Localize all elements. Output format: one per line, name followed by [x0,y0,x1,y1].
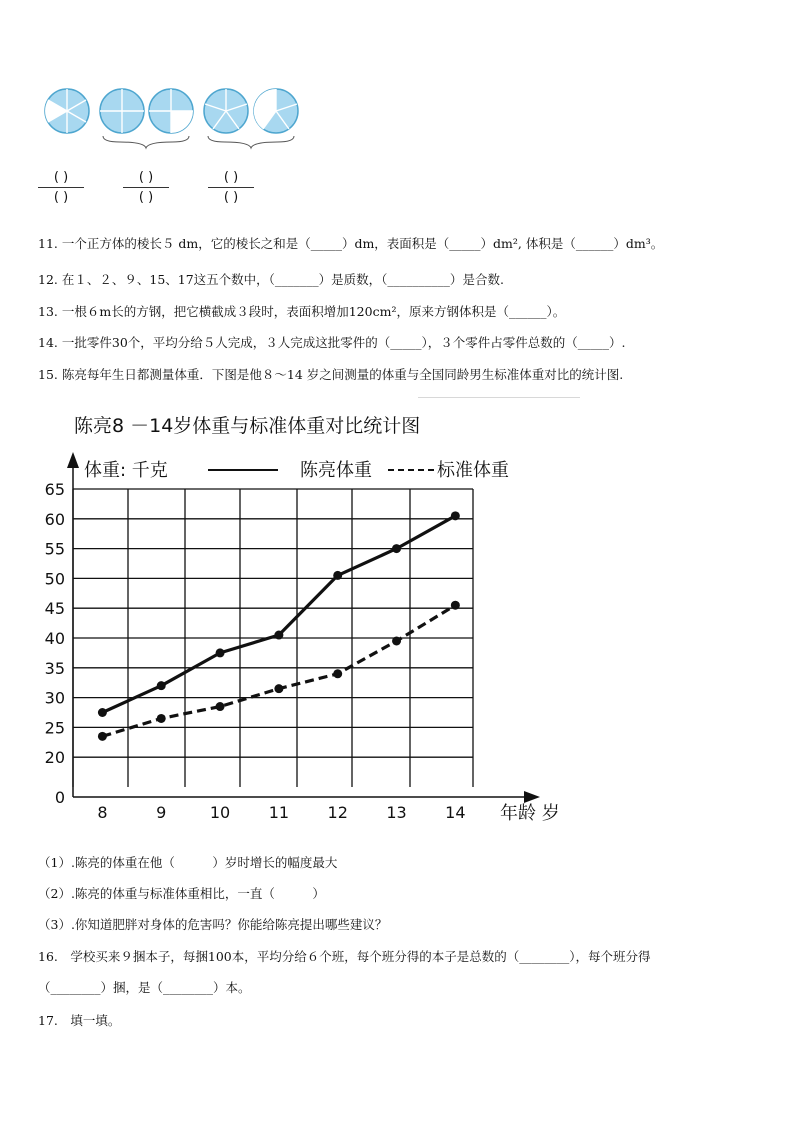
pie-quarters-partial [149,89,193,133]
data-point-chenliang [333,571,342,580]
fraction-numerator: ( ) [123,170,169,188]
fraction-pies [40,84,310,154]
x-tick-label: 14 [445,803,466,822]
y-tick-label: 40 [44,629,65,648]
chart-ylabel: 体重: 千克 [84,460,168,481]
brace-group-2 [103,136,189,148]
x-axis-label: 年龄 岁 [500,803,560,824]
x-axis-arrow [524,791,540,803]
data-point-chenliang [274,631,283,640]
x-tick-label: 9 [156,803,167,822]
question-number: 12. [38,272,58,287]
y-tick-label: 65 [44,480,65,499]
data-point-standard [157,714,166,723]
x-tick-label: 12 [327,803,348,822]
fraction-denominator: ( ) [138,190,154,205]
series-line-chenliang [102,516,455,713]
brace-group-3 [208,136,294,148]
fraction-blank-3[interactable] [208,170,254,205]
fraction-blank-2[interactable] [123,170,169,205]
fraction-blank-1[interactable] [38,170,84,205]
data-point-chenliang [451,511,460,520]
data-point-standard [98,732,107,741]
y-tick-label: 45 [44,599,65,619]
chart-title: 陈亮8 －14岁体重与标准体重对比统计图 [74,415,421,437]
series-line-standard [102,605,455,736]
y-tick-label: 50 [44,569,65,589]
y-tick-label: 0 [54,788,65,807]
line-chart [0,440,794,840]
x-tick-label: 13 [386,803,407,822]
pie-fifths-full [204,89,248,133]
legend-series-1: 陈亮体重 [300,460,372,481]
question-15 [38,365,623,383]
fraction-denominator: ( ) [53,190,69,205]
question-number: 13. [38,304,58,319]
fraction-denominator: ( ) [223,190,239,205]
question-15-sub-2: （2）.陈亮的体重与标准体重相比，一直（ ） [38,886,325,901]
data-point-standard [274,684,283,693]
data-point-chenliang [98,708,107,717]
question-text: 一个正方体的棱长５ dm，它的棱长之和是（_____）dm，表面积是（_____）dm², 体积是（______）dm³。 [61,236,664,251]
data-point-standard [216,702,225,711]
question-16-line-1: 16. 学校买来９捆本子，每捆100本，平均分给６个班，每个班分得的本子是总数的（________），每个班分得 [38,949,651,964]
data-point-standard [392,636,401,645]
question-13 [38,302,565,320]
question-16-line-2: （________）捆，是（________）本。 [38,980,251,995]
x-tick-label: 11 [268,803,290,822]
data-point-chenliang [216,648,225,657]
question-number: 11. [38,236,58,251]
question-text: 一根６m长的方钢，把它横截成３段时，表面积增加120cm²，原来方钢体积是（______）。 [61,304,566,319]
divider [418,397,580,398]
y-tick-label: 55 [44,539,65,559]
y-tick-label: 60 [44,509,65,529]
x-tick-label: 10 [209,803,231,822]
pie-sixths [45,89,89,133]
data-point-chenliang [157,681,166,690]
question-12 [38,270,504,288]
question-15-sub-3: （3）.你知道肥胖对身体的危害吗？你能给陈亮提出哪些建议？ [38,917,388,932]
data-point-chenliang [392,544,401,553]
question-11 [38,234,663,252]
data-point-standard [333,669,342,678]
question-text: 一批零件30个，平均分给５人完成，３人完成这批零件的（_____），３个零件占零件总数的（_____）. [61,335,626,350]
y-tick-label: 20 [44,748,65,768]
fraction-numerator: ( ) [208,170,254,188]
question-number: 15. [38,367,58,382]
y-tick-label: 30 [44,688,65,708]
question-number: 14. [38,335,58,350]
x-tick-label: 8 [97,803,108,822]
pie-fifths-partial [254,89,298,133]
question-text: 在１、２、９、15、17这五个数中，（_______）是质数，（__________）是合数. [61,272,504,287]
y-tick-label: 25 [44,718,65,738]
y-axis-arrow [67,452,79,468]
question-17: 17. 填一填。 [38,1013,121,1028]
question-15-sub-1: （1）.陈亮的体重在他（ ）岁时增长的幅度最大 [38,855,338,870]
legend-series-2: 标准体重 [437,460,509,481]
y-tick-label: 35 [44,658,65,678]
fraction-numerator: ( ) [38,170,84,188]
question-14 [38,333,626,351]
question-text: 陈亮每年生日都测量体重．下图是他８～14 岁之间测量的体重与全国同龄男生标准体重对比的统计图. [61,367,624,382]
pie-quarters-full [100,89,144,133]
data-point-standard [451,601,460,610]
